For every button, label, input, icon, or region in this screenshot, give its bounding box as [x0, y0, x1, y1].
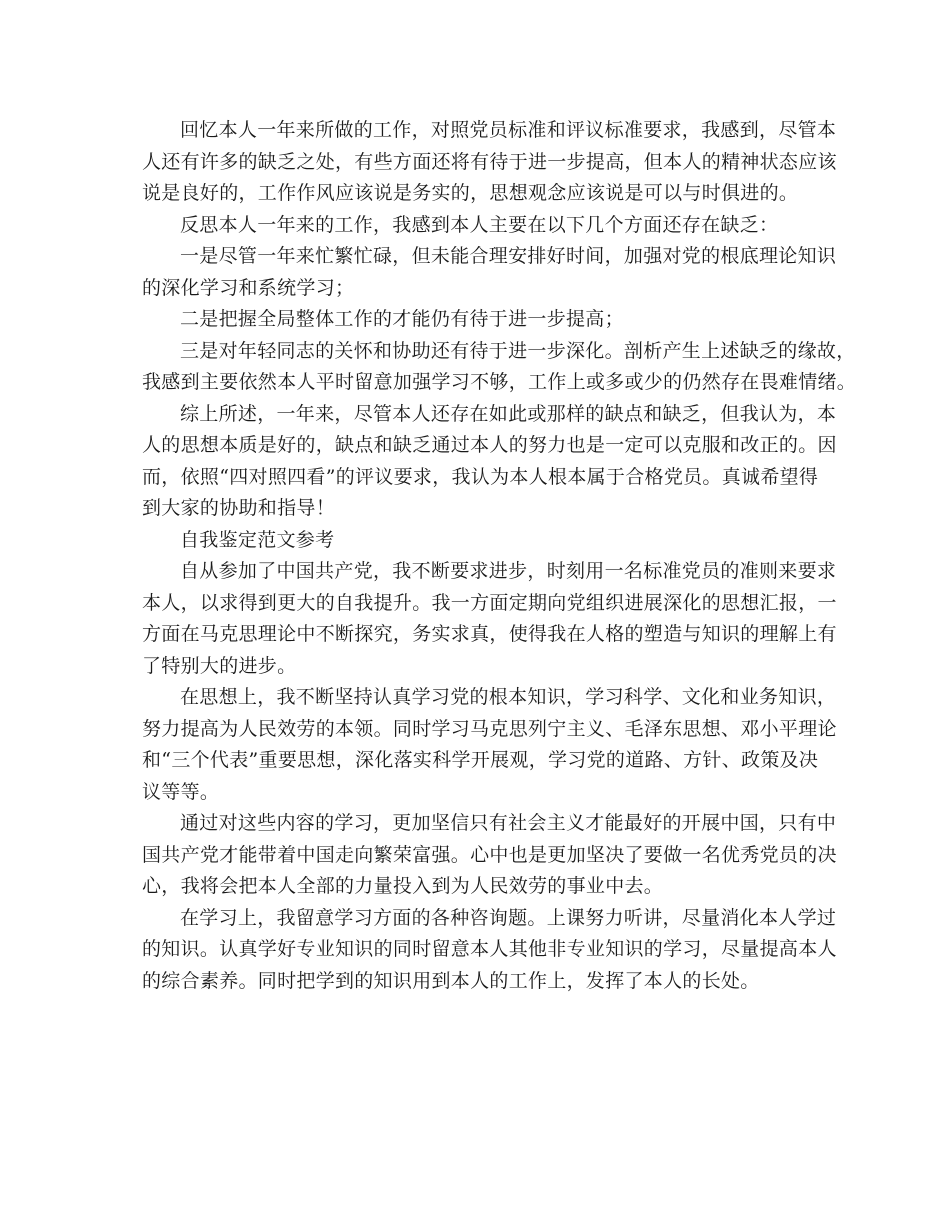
paragraph-line: 三是对年轻同志的关怀和协助还有待于进一步深化。剖析产生上述缺乏的缘故， [180, 339, 856, 362]
paragraph-line: 反思本人一年来的工作，我感到本人主要在以下几个方面还存在缺乏： [180, 213, 779, 236]
paragraph-line: 在学习上，我留意学习方面的各种咨询题。上课努力听讲，尽量消化本人学过 [180, 906, 837, 929]
paragraph [142, 210, 812, 242]
paragraph [142, 808, 837, 903]
paragraph-line: 二是把握全局整体工作的才能仍有待于进一步提高； [180, 308, 624, 330]
paragraph-line: 说是良好的，工作作风应该说是务实的，思想观念应该说是可以与时俱进的。 [142, 182, 799, 204]
paragraph [142, 304, 812, 336]
paragraph-line: 在思想上，我不断坚持认真学习党的根本知识，学习科学、文化和业务知识， [180, 686, 837, 708]
paragraph [142, 399, 837, 525]
paragraph [142, 336, 857, 399]
paragraph [142, 241, 837, 304]
paragraph-line: 自我鉴定范文参考 [180, 528, 335, 551]
paragraph-line: 的综合素养。同时把学到的知识用到本人的工作上，发挥了本人的长处。 [142, 969, 760, 992]
paragraph [142, 115, 837, 210]
paragraph-line: 人的思想本质是好的，缺点和缺乏通过本人的努力也是一定可以克服和改正的。因 [142, 434, 837, 456]
paragraph-line: 而，依照“四对照四看”的评议要求，我认为本人根本属于合格党员。真诚希望得 [142, 465, 819, 488]
paragraph [142, 525, 812, 557]
paragraph-line: 和“三个代表”重要思想，深化落实科学开展观，学习党的道路、方针、政策及决 [142, 749, 819, 771]
paragraph-line: 本人，以求得到更大的自我提升。我一方面定期向党组织进展深化的思想汇报，一 [142, 591, 837, 614]
paragraph-line: 国共产党才能带着中国走向繁荣富强。心中也是更加坚决了要做一名优秀党员的决 [142, 843, 837, 866]
paragraph [142, 682, 837, 808]
paragraph [142, 556, 837, 682]
document-body [142, 115, 857, 997]
paragraph-line: 到大家的协助和指导！ [142, 497, 336, 519]
paragraph-line: 心，我将会把本人全部的力量投入到为人民效劳的事业中去。 [142, 875, 664, 897]
paragraph-line: 了特别大的进步。 [142, 654, 297, 677]
paragraph-line: 我感到主要依然本人平时留意加强学习不够，工作上或多或少的仍然存在畏难情绪。 [142, 371, 857, 393]
paragraph-line: 的深化学习和系统学习； [142, 276, 355, 299]
paragraph [142, 903, 837, 998]
paragraph-line: 自从参加了中国共产党，我不断要求进步，时刻用一名标准党员的准则来要求 [180, 560, 837, 582]
paragraph-line: 通过对这些内容的学习，更加坚信只有社会主义才能最好的开展中国，只有中 [180, 812, 837, 834]
paragraph-line: 努力提高为人民效劳的本领。同时学习马克思列宁主义、毛泽东思想、邓小平理论 [142, 717, 837, 740]
paragraph-line: 议等等。 [142, 780, 220, 803]
paragraph-line: 方面在马克思理论中不断探究，务实求真，使得我在人格的塑造与知识的理解上有 [142, 623, 837, 645]
paragraph-line: 的知识。认真学好专业知识的同时留意本人其他非专业知识的学习，尽量提高本人 [142, 938, 837, 960]
paragraph-line: 回忆本人一年来所做的工作，对照党员标准和评议标准要求，我感到，尽管本 [180, 119, 837, 141]
paragraph-line: 人还有许多的缺乏之处，有些方面还将有待于进一步提高，但本人的精神状态应该 [142, 150, 837, 173]
paragraph-line: 一是尽管一年来忙繁忙碌，但未能合理安排好时间，加强对党的根底理论知识 [180, 245, 837, 267]
paragraph-line: 综上所述，一年来，尽管本人还存在如此或那样的缺点和缺乏，但我认为，本 [180, 402, 837, 425]
